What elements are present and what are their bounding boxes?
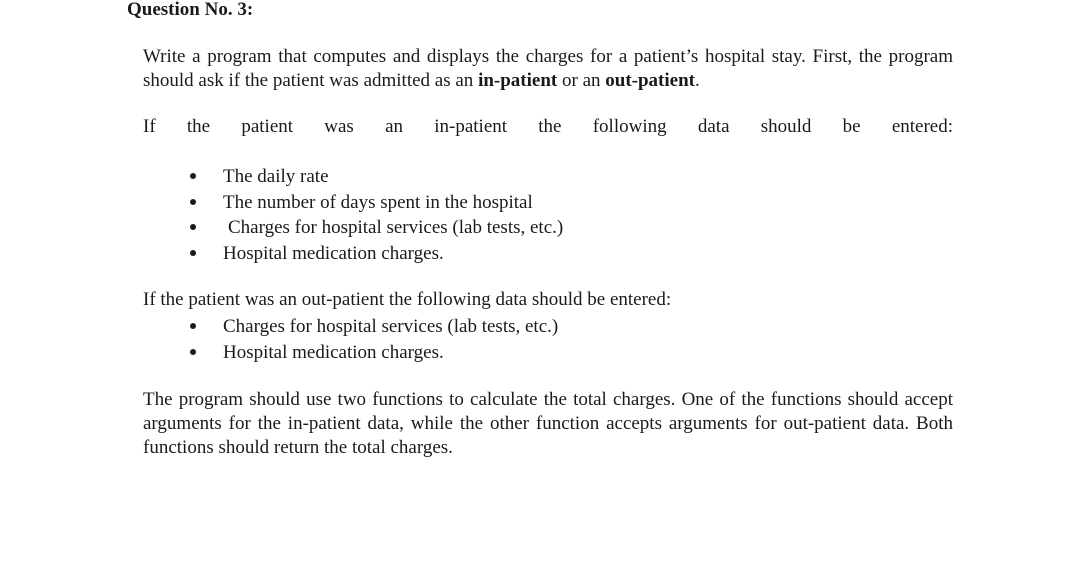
in-patient-term: in-patient	[478, 70, 558, 91]
outpatient-list	[190, 314, 558, 365]
inpatient-list	[190, 164, 563, 266]
intro-text-b: or an	[557, 70, 606, 91]
outpatient-intro: If the patient was an out-patient the following data should be entered:	[143, 289, 672, 310]
bullet-icon	[190, 250, 196, 256]
list-item	[190, 340, 558, 366]
bullet-icon	[190, 349, 196, 355]
list-item-text: Hospital medication charges.	[223, 242, 444, 264]
list-item-text: Charges for hospital services (lab tests, etc.)	[223, 316, 559, 337]
intro-paragraph	[143, 45, 953, 93]
intro-text-c: .	[695, 70, 700, 91]
list-item-text: The daily rate	[223, 166, 329, 187]
list-item-text: Charges for hospital services (lab tests, etc.)	[228, 217, 564, 238]
inpatient-intro: If the patient was an in-patient the following data should be entered:	[143, 116, 953, 137]
question-heading: Question No. 3:	[127, 0, 254, 20]
list-item	[190, 190, 563, 216]
list-item	[190, 164, 563, 190]
bullet-icon	[190, 224, 196, 230]
bullet-icon	[190, 199, 196, 205]
bullet-icon	[190, 173, 196, 179]
intro-text-a: Write a program that computes and displays the charges for a patient’s hospital stay. First, the program should ask if the patient was admitted as an	[143, 46, 953, 91]
functions-paragraph: The program should use two functions to calculate the total charges. One of the functions should accept arguments for the in-patient data, while the other function accepts arguments for out-patient data. Both functions should return the total charges.	[143, 389, 953, 458]
list-item-text: The number of days spent in the hospital	[223, 191, 533, 213]
list-item-text: Hospital medication charges.	[223, 341, 444, 363]
out-patient-term: out-patient	[605, 70, 695, 91]
list-item	[190, 241, 563, 267]
list-item	[190, 215, 563, 241]
list-item	[190, 314, 558, 340]
bullet-icon	[190, 323, 196, 329]
